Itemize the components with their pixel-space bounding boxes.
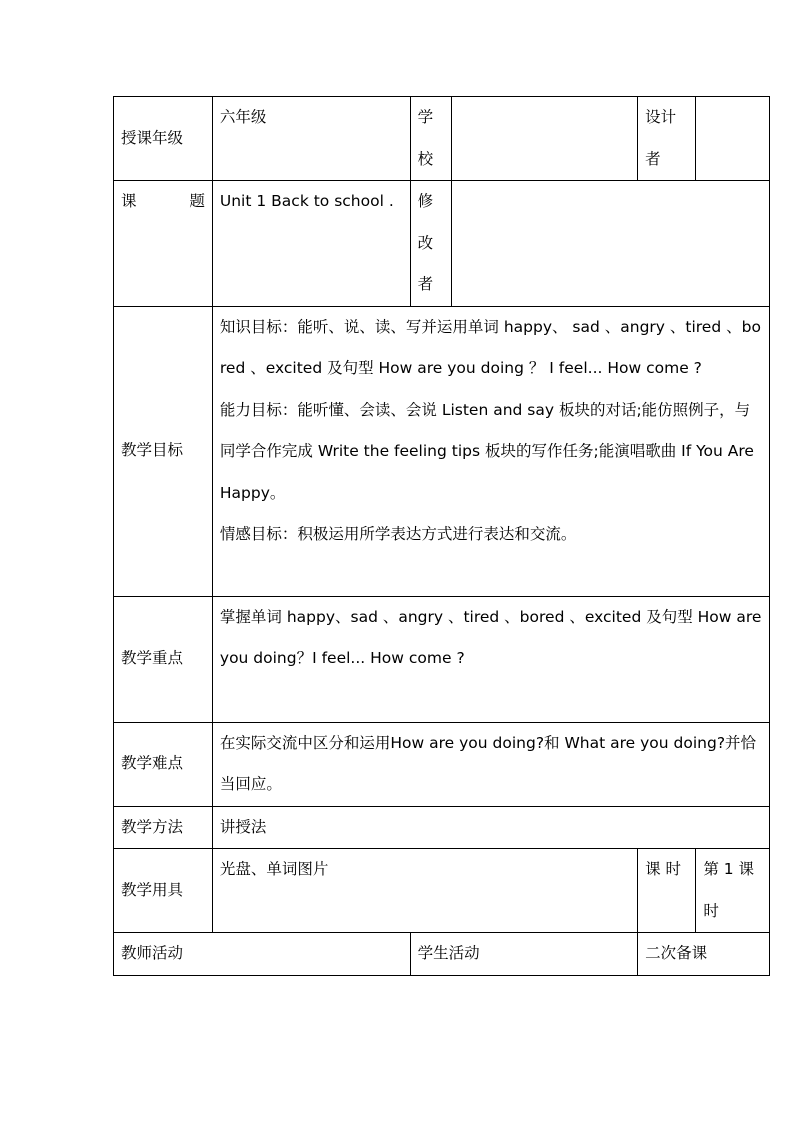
topic-label-char-1: 课: [121, 192, 137, 210]
grade-value: 六年级: [212, 97, 410, 181]
reviser-label: 修改者: [410, 181, 452, 307]
grade-label: 授课年级: [114, 97, 213, 181]
period-value: 第 1 课时: [696, 849, 770, 933]
row-difficulties: [114, 722, 770, 806]
tools-label: 教学用具: [114, 849, 213, 933]
secondary-prep-header: 二次备课: [638, 933, 770, 976]
objectives-label: 教学目标: [114, 306, 213, 596]
lesson-plan-table: [113, 96, 770, 976]
objective-knowledge: 知识目标：能听、说、读、写并运用单词 happy、 sad 、angry 、tired 、bored 、excited 及句型 How are you doing ？ I feel... How come ?: [219, 317, 761, 377]
reviser-value: [452, 181, 770, 307]
row-activities: [114, 933, 770, 976]
objective-ability: 能力目标：能听懂、会读、会说 Listen and say 板块的对话;能仿照例子，与同学合作完成 Write the feeling tips 板块的写作任务;能演唱歌曲 If You Are Happy。: [219, 400, 754, 502]
school-value: [452, 97, 638, 181]
key-points-label: 教学重点: [114, 596, 213, 722]
period-label: 课 时: [638, 849, 696, 933]
difficulties-label: 教学难点: [114, 722, 213, 806]
school-label: 学校: [410, 97, 452, 181]
student-activity-header: 学生活动: [410, 933, 637, 976]
row-grade: [114, 97, 770, 181]
teacher-activity-header: 教师活动: [114, 933, 411, 976]
row-objectives: [114, 306, 770, 596]
key-points-value: 掌握单词 happy、sad 、angry 、tired 、bored 、excited 及句型 How are you doing？I feel... How come ?: [212, 596, 769, 722]
methods-label: 教学方法: [114, 806, 213, 849]
topic-value: Unit 1 Back to school .: [212, 181, 410, 307]
designer-value: [696, 97, 770, 181]
row-key-points: [114, 596, 770, 722]
difficulties-value: 在实际交流中区分和运用How are you doing?和 What are you doing?并恰当回应。: [212, 722, 769, 806]
methods-value: 讲授法: [212, 806, 769, 849]
row-topic: [114, 181, 770, 307]
designer-label: 设计者: [638, 97, 696, 181]
row-methods: [114, 806, 770, 849]
row-tools: [114, 849, 770, 933]
topic-label-char-2: 题: [189, 192, 205, 210]
objective-emotion: 情感目标：积极运用所学表达方式进行表达和交流。: [219, 525, 577, 543]
tools-value: 光盘、单词图片: [212, 849, 637, 933]
topic-label: [114, 181, 213, 307]
objectives-value: [212, 306, 769, 596]
